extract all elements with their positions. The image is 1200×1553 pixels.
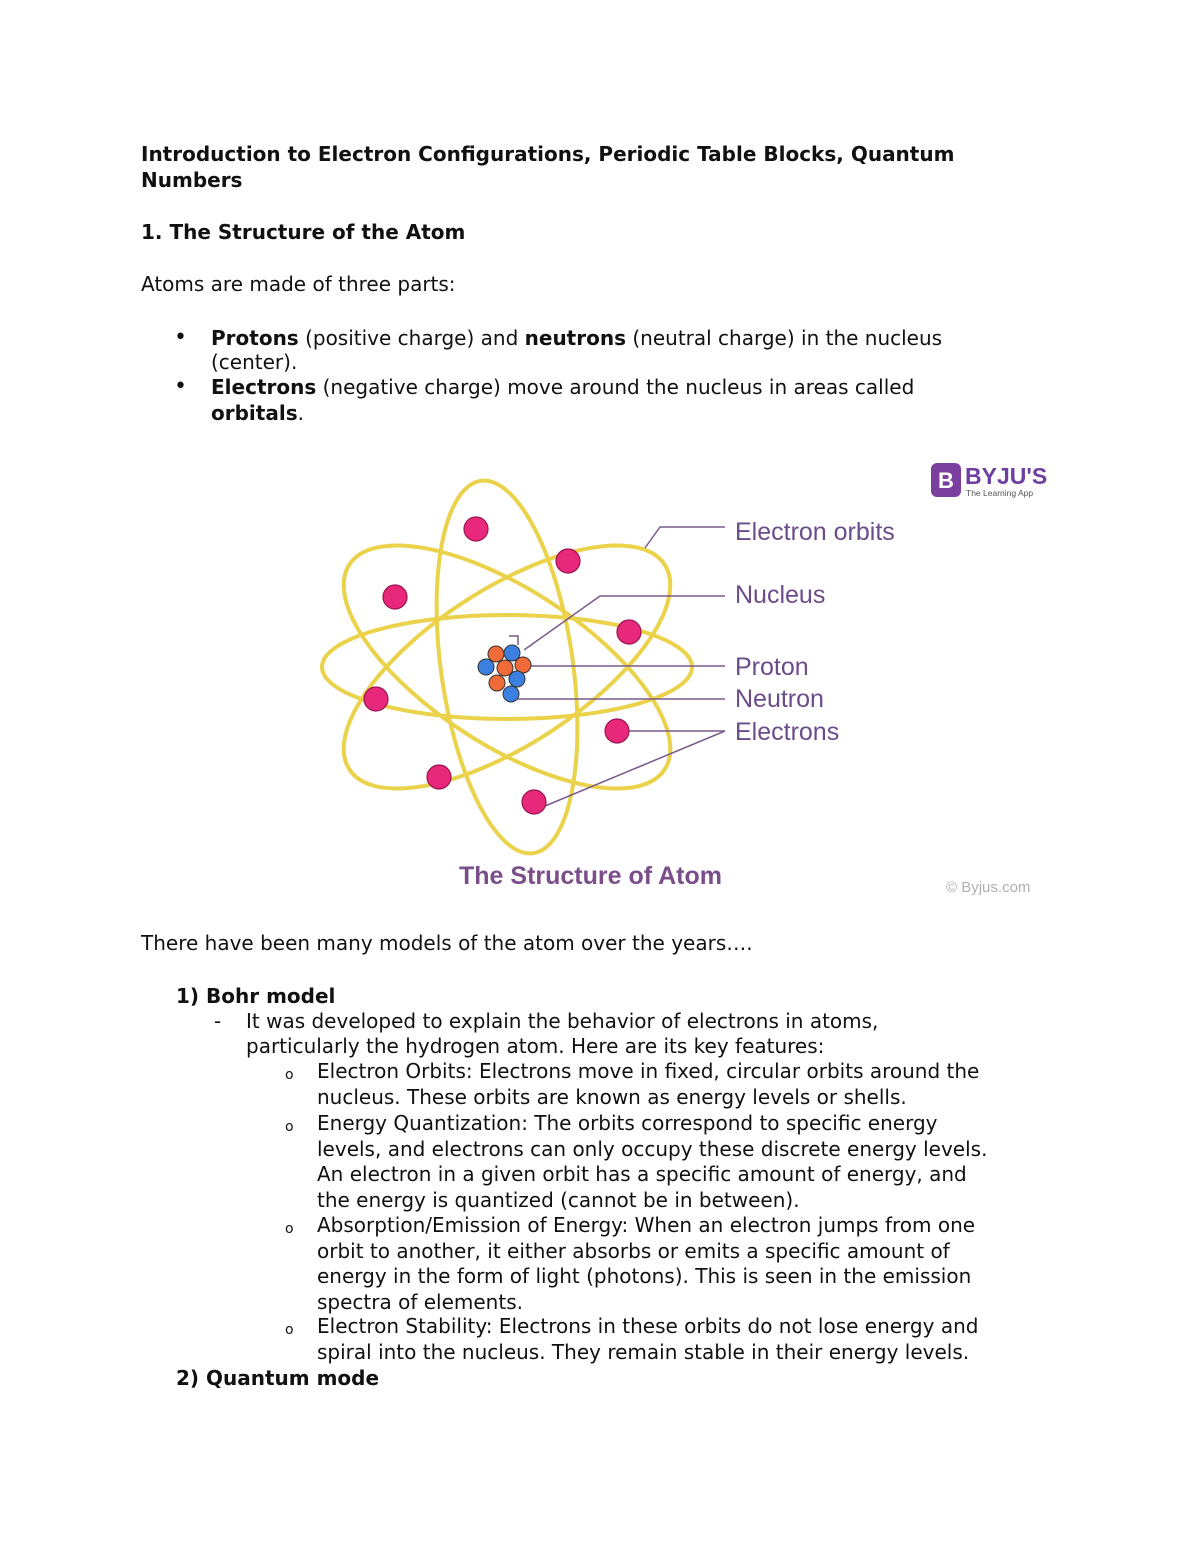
bohr-description-line-1: It was developed to explain the behavior of electrons in atoms, [246, 1009, 879, 1033]
byjus-logo [931, 463, 1047, 498]
feature-electron-stability-line: Electron Stability: Electrons in these orbits do not lose energy and [317, 1314, 979, 1338]
proton-particle [488, 646, 504, 662]
models-intro: There have been many models of the atom over the years…. [141, 931, 753, 955]
feature-electron-orbits-line: nucleus. These orbits are known as energy levels or shells. [317, 1085, 907, 1109]
neutron-particle [503, 686, 519, 702]
feature-electron-orbits-line: Electron Orbits: Electrons move in fixed, circular orbits around the [317, 1059, 980, 1083]
electron [383, 585, 407, 609]
feature-energy-quantization-line: levels, and electrons can only occupy these discrete energy levels. [317, 1137, 988, 1161]
diagram-credit: © Byjus.com [946, 879, 1031, 896]
bullet-item-protons [211, 325, 942, 351]
bohr-description-line-2: particularly the hydrogen atom. Here are its key features: [246, 1034, 825, 1058]
quantum-heading: 2) Quantum mode [176, 1366, 380, 1390]
nucleus-bracket [509, 636, 518, 645]
neutron-particle [509, 671, 525, 687]
neutron-particle [478, 659, 494, 675]
leader-orbits [645, 527, 725, 548]
diagram-title: The Structure of Atom [459, 862, 722, 890]
electron [522, 790, 546, 814]
logo-letter: B [938, 468, 954, 493]
sub-bullet-marker: o [285, 1067, 294, 1083]
sub-bullet-marker: o [285, 1221, 294, 1237]
sub-bullet-marker: o [285, 1119, 294, 1135]
bullet-text: . [297, 401, 304, 425]
label-electrons: Electrons [735, 718, 840, 746]
bullet-text: (negative charge) move around the nucleus in areas called [316, 375, 915, 399]
feature-absorption-emission-line: orbit to another, it either absorbs or emits a specific amount of [317, 1239, 950, 1263]
nucleus [478, 645, 531, 702]
electron [427, 765, 451, 789]
section-heading: 1. The Structure of the Atom [141, 220, 466, 244]
intro-text: Atoms are made of three parts: [141, 272, 456, 296]
proton-particle [489, 675, 505, 691]
label-proton: Proton [735, 653, 809, 681]
feature-absorption-emission-line: Absorption/Emission of Energy: When an electron jumps from one [317, 1213, 976, 1237]
bullet-dot: • [174, 325, 187, 350]
feature-energy-quantization-line: An electron in a given orbit has a specific amount of energy, and [317, 1162, 967, 1186]
feature-energy-quantization-line: Energy Quantization: The orbits correspond to specific energy [317, 1111, 938, 1135]
dash-marker: - [214, 1009, 222, 1033]
electron [364, 687, 388, 711]
label-neutron: Neutron [735, 685, 824, 713]
bullet-text: (positive charge) and [298, 326, 525, 350]
logo-name: BYJU'S [965, 463, 1048, 489]
bold-term: Electrons [211, 375, 317, 399]
label-nucleus: Nucleus [735, 581, 826, 609]
feature-energy-quantization-line: the energy is quantized (cannot be in between). [317, 1188, 800, 1212]
document-title-line-2: Numbers [141, 168, 243, 192]
leader-electrons [545, 731, 725, 806]
bold-term: orbitals [211, 401, 298, 425]
electron [464, 517, 488, 541]
feature-absorption-emission-line: energy in the form of light (photons). This is seen in the emission [317, 1264, 972, 1288]
electron [605, 719, 629, 743]
label-electron-orbits: Electron orbits [735, 518, 895, 546]
bullet-dot: • [174, 374, 187, 399]
atom-structure-diagram [300, 450, 1080, 910]
leader-lines [509, 527, 725, 806]
document-title-line-1: Introduction to Electron Configurations, Periodic Table Blocks, Quantum [141, 142, 955, 166]
sub-bullet-marker: o [285, 1322, 294, 1338]
logo-tagline: The Learning App [966, 488, 1034, 498]
electron [617, 620, 641, 644]
feature-electron-stability-line: spiral into the nucleus. They remain stable in their energy levels. [317, 1340, 970, 1364]
feature-absorption-emission-line: spectra of elements. [317, 1290, 523, 1314]
bullet-item-electrons-cont [211, 400, 304, 426]
bold-term: neutrons [524, 326, 626, 350]
bullet-item-electrons [211, 374, 914, 400]
bold-term: Protons [211, 326, 299, 350]
bullet-text: (neutral charge) in the nucleus [626, 326, 943, 350]
electron [556, 549, 580, 573]
bohr-heading: 1) Bohr model [176, 984, 336, 1008]
bullet-item-protons-cont: (center). [211, 350, 298, 374]
